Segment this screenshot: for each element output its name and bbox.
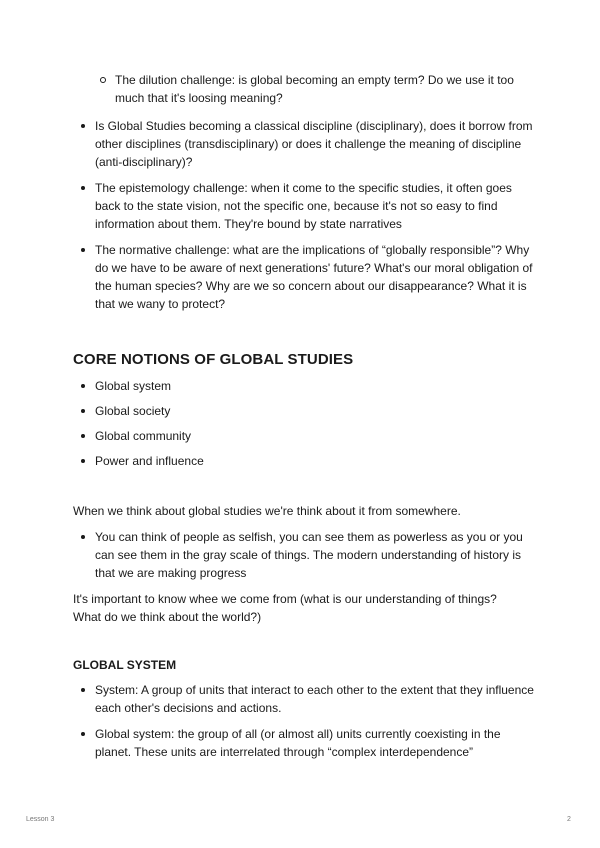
challenge-text: The epistemology challenge: when it come to the specific studies, it often goes back to the state vision, not the specific one, because it's not so easy to find information about them. They're bound by state narratives — [95, 181, 512, 231]
global-system-list — [95, 681, 535, 761]
sub-bullet-text: The dilution challenge: is global becoming an empty term? Do we use it too much that it's loosing meaning? — [115, 73, 514, 105]
core-notions-list — [95, 377, 535, 470]
perspective-item — [95, 528, 535, 582]
paragraph-where-we-come-from: It's important to know whee we come from (what is our understanding of things? What do we think about the world?) — [73, 592, 497, 624]
bullet-icon — [81, 248, 85, 252]
core-notion-text: Global society — [95, 404, 171, 418]
bullet-icon — [81, 124, 85, 128]
core-notion-item — [95, 452, 535, 470]
global-system-heading: GLOBAL SYSTEM — [73, 658, 177, 672]
challenge-item — [95, 179, 535, 233]
challenge-item — [95, 117, 535, 171]
hollow-bullet-icon — [100, 77, 106, 83]
challenges-list — [95, 117, 535, 313]
challenge-text: The normative challenge: what are the implications of “globally responsible”? Why do we have to be aware of next generations' future? What's our moral obligation of the human species? Why are we so concern about our disappearance? What it is that we wany to protect? — [95, 243, 533, 311]
bullet-icon — [81, 688, 85, 692]
bullet-icon — [81, 186, 85, 190]
core-notion-item — [95, 427, 535, 445]
global-system-item — [95, 681, 535, 717]
paragraph-somewhere: When we think about global studies we're think about it from somewhere. — [73, 504, 461, 518]
core-notion-text: Global community — [95, 429, 192, 443]
core-notion-item — [95, 402, 535, 420]
bullet-icon — [81, 384, 85, 388]
bullet-icon — [81, 732, 85, 736]
global-system-item — [95, 725, 535, 761]
challenge-text: Is Global Studies becoming a classical discipline (disciplinary), does it borrow from other disciplines (transdisciplinary) or does it challenge the meaning of discipline (anti-disciplinary)? — [95, 119, 533, 169]
perspective-text: You can think of people as selfish, you can see them as powerless as you or you can see them in the gray scale of things. The modern understanding of history is that we are making progress — [95, 530, 523, 580]
bullet-icon — [81, 409, 85, 413]
bullet-icon — [81, 434, 85, 438]
footer-lesson-label: Lesson 3 — [26, 816, 55, 823]
bullet-icon — [81, 535, 85, 539]
core-notions-heading: CORE NOTIONS OF GLOBAL STUDIES — [73, 351, 354, 368]
sub-bullet-item — [115, 71, 533, 107]
challenge-item — [95, 241, 535, 313]
perspective-list — [95, 528, 535, 582]
sub-bullet-list — [115, 71, 533, 107]
core-notion-item — [95, 377, 535, 395]
global-system-text: Global system: the group of all (or almost all) units currently coexisting in the planet. These units are interrelated through “complex interdependence” — [95, 727, 501, 759]
core-notion-text: Global system — [95, 379, 172, 393]
global-system-text: System: A group of units that interact to each other to the extent that they influence each other's decisions and actions. — [95, 683, 534, 715]
bullet-icon — [81, 459, 85, 463]
footer-page-number: 2 — [567, 816, 571, 823]
core-notion-text: Power and influence — [95, 454, 204, 468]
